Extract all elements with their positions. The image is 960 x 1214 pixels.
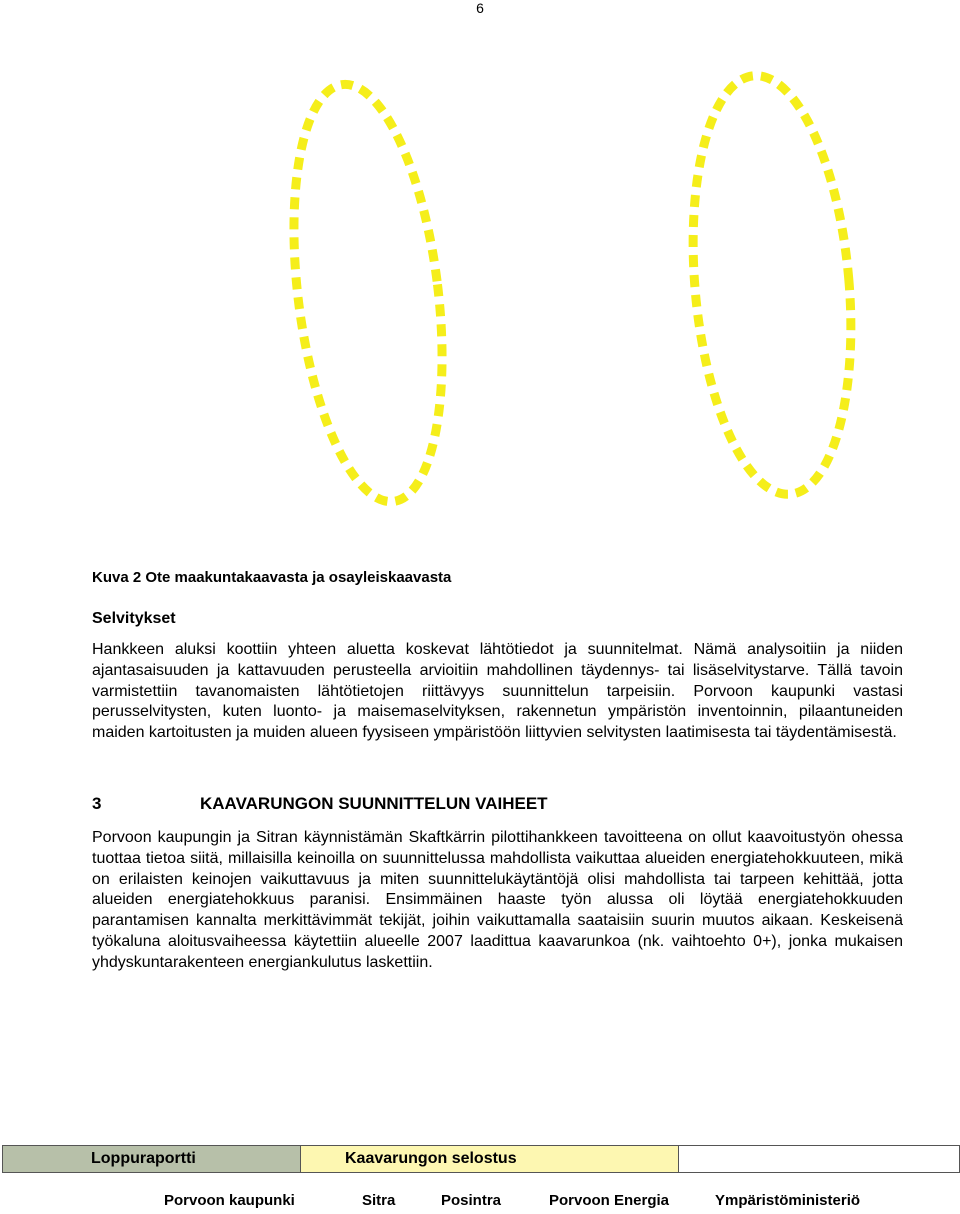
- section-title-selvitykset: Selvitykset: [92, 610, 176, 627]
- footer-org-posintra: Posintra: [441, 1192, 502, 1209]
- highlight-ellipse-right: [677, 69, 867, 501]
- footer-org-porvoon-kaupunki: Porvoon kaupunki: [164, 1192, 295, 1209]
- footer-org-ymparistoministerio: Ympäristöministeriö: [715, 1192, 861, 1209]
- footer-table: [2, 1145, 960, 1173]
- footer-empty-cell: [678, 1146, 960, 1172]
- footer-org-sitra: Sitra: [362, 1192, 396, 1209]
- map-svg: [0, 60, 960, 530]
- map-figure: [0, 60, 960, 530]
- paragraph-section-3: Porvoon kaupungin ja Sitran käynnistämän Skaftkärrin pilottihankkeen tavoitteena on ollut kaavoitustyön ohessa tuottaa tietoa siitä, millaisilla keinoilla on suunnittelussa mahdollista vaikuttaa alueiden energiatehokkuuteen, mikä on erilaisten keinojen vaikuttavuus ja miten suunnittelukäytäntöjä olisi mahdollista tai tarpeen kehittää, jotta alueiden energiatehokkuus paranisi. Ensimmäinen haaste työn alussa oli löytää energiatehokkuuden parantamisen kannalta merkittävimmät tekijät, joihin vaikuttamalla saataisiin suurin muutos aikaan. Keskeisenä työkaluna aloitusvaiheessa käytettiin alueelle 2007 laadittua kaavarunkoa (nk. vaihtoehto 0+), jonka mukaisen yhdyskuntarakenteen energiankulutus laskettiin.: [92, 829, 903, 971]
- page-number: 6: [476, 0, 484, 16]
- section-number: 3: [92, 794, 102, 813]
- section-title: KAAVARUNGON SUUNNITTELUN VAIHEET: [200, 794, 548, 813]
- section-heading-3: [92, 794, 548, 814]
- footer-report-cell: Loppuraportti: [2, 1146, 300, 1172]
- paragraph-selvitykset: Hankkeen aluksi koottiin yhteen aluetta koskevat lähtötiedot ja suunnitelmat. Nämä analysoitiin ja niiden ajantasaisuuden ja kattavuuden perusteella arvioitiin mahdollinen täydennys- tai lisäselvitystarve. Tällä tavoin varmistettiin tavanomaisten lähtötietojen riittävyys suunnittelun tarpeisiin. Porvoon kaupunki vastasi perusselvitysten, kuten luonto- ja maisemaselvityksen, rakennetun ympäristön inventoinnin, pilaantuneiden maiden kartoitusten ja muiden alueen fyysiseen ympäristöön liittyvien selvitysten laatimisesta tai täydentämisestä.: [92, 641, 903, 742]
- highlight-ellipse-left: [273, 76, 463, 510]
- figure-caption: Kuva 2 Ote maakuntakaavasta ja osayleiskaavasta: [92, 569, 452, 586]
- footer-document-cell: Kaavarungon selostus: [300, 1146, 678, 1172]
- footer-org-porvoon-energia: Porvoon Energia: [549, 1192, 670, 1209]
